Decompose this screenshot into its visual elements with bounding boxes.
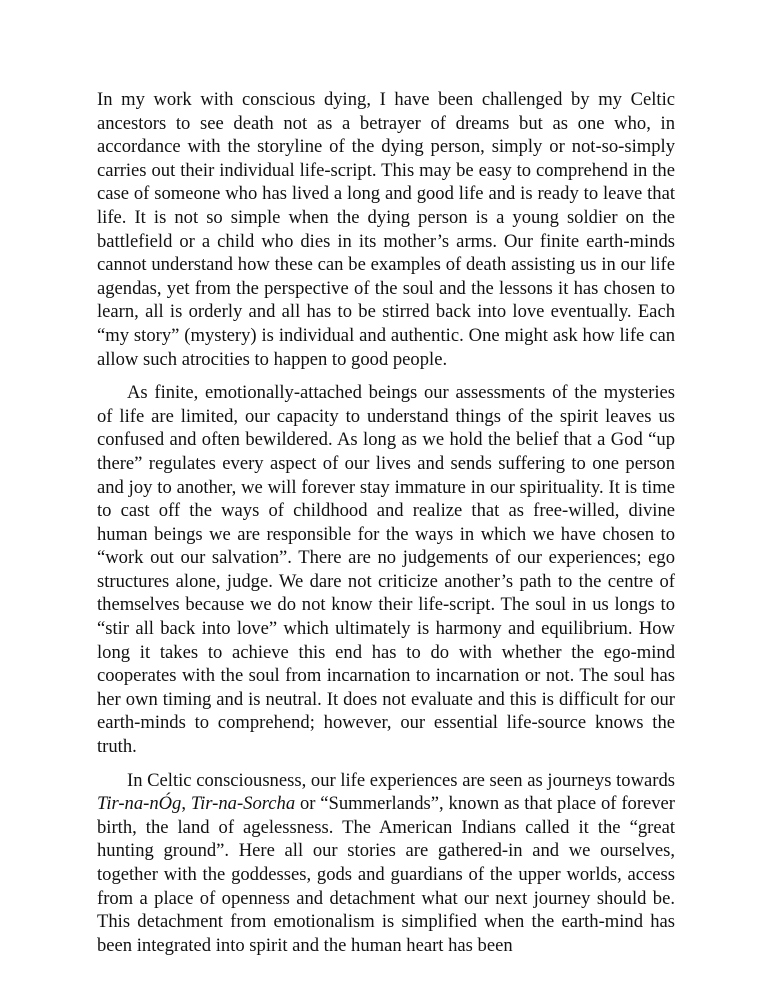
paragraph-1: In my work with conscious dying, I have been challenged by my Celtic ancestors to see death not as a betrayer of dreams but as one who, in accordance with the storyline of the dying person, simply or not-so-simply carries out their individual life-script. This may be easy to comprehend in the case of someone who has lived a long and good life and is ready to leave that life. It is not so simple when the dying person is a young soldier on the battlefield or a child who dies in its mother’s arms. Our finite earth-minds cannot understand how these can be examples of death assisting us in our life agendas, yet from the perspective of the soul and the lessons it has chosen to learn, all is orderly and all has to be stirred back into love eventually. Each “my story” (mystery) is individual and authentic. One might ask how life can allow such atrocities to happen to good people. [97, 89, 675, 370]
paragraph-3-text-c: or “Summerlands”, known as that place of forever birth, the land of agelessness. The American Indians called it the “great hunting ground”. Here all our stories are gathered-in and we ourselves, together with the goddesses, gods and guardians of the upper worlds, access from a place of openness and detachment what our next journey should be. This detachment from emotionalism is simplified when the earth-mind has been integrated into spirit and the human heart has been [97, 793, 676, 956]
paragraph-3-text-b: , [181, 793, 191, 815]
paragraph-3-text-a: In Celtic consciousness, our life experiences are seen as journeys towards [127, 769, 675, 791]
document-page [97, 88, 675, 967]
paragraph-2: As finite, emotionally-attached beings our assessments of the mysteries of life are limited, our capacity to understand things of the spirit leaves us confused and often bewildered. As long as we hold the belief that a God “up there” regulates every aspect of our lives and sends suffering to one person and joy to another, we will forever stay immature in our spirituality. It is time to cast off the ways of childhood and realize that as free-willed, divine human beings we are responsible for the ways in which we have chosen to “work out our salvation”. There are no judgements of our experiences; ego structures alone, judge. We dare not criticize another’s path to the centre of themselves because we do not know their life-script. The soul in us longs to “stir all back into love” which ultimately is harmony and equilibrium. How long it takes to achieve this end has to do with whether the ego-mind cooperates with the soul from incarnation to incarnation or not. The soul has her own timing and is neutral. It does not evaluate and this is difficult for our earth-minds to comprehend; however, our essential life-source knows the truth. [97, 382, 675, 758]
paragraph-3-italic-term-2: Tir-na-Sorcha [190, 793, 296, 815]
paragraph-3-italic-term-1: Tir-na-nÓg [97, 793, 182, 815]
paragraph-3 [97, 769, 675, 958]
